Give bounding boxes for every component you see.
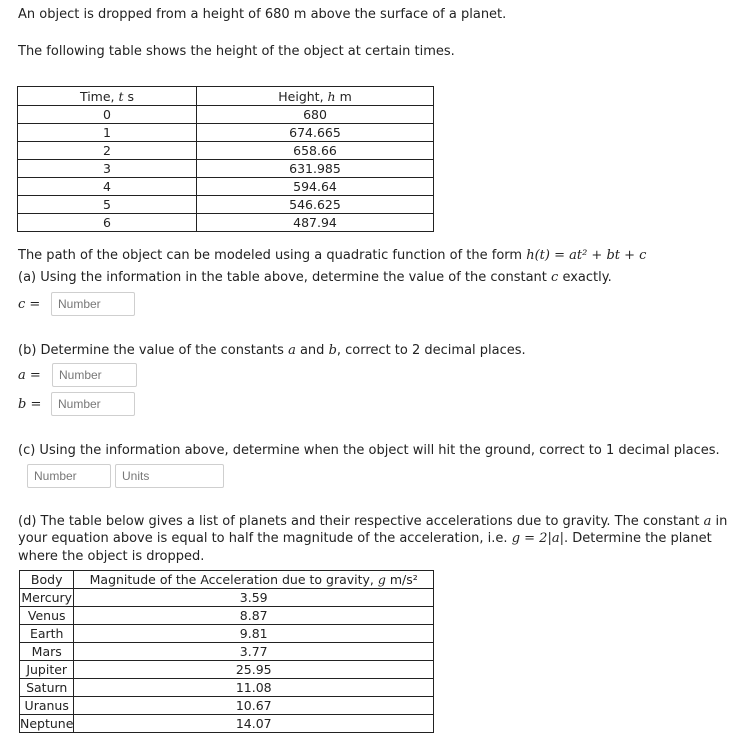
time-cell: 5 — [18, 196, 197, 214]
time-header-var: t — [118, 88, 124, 104]
acceleration-column-header — [74, 571, 434, 589]
part-c-prompt: (c) Using the information above, determine when the object will hit the ground, correct to 1 decimal places. — [18, 443, 720, 458]
model-formula: h(t) = at² + bt + c — [526, 248, 647, 263]
part-b-var-b: b — [328, 343, 337, 358]
table-row — [18, 196, 434, 214]
body-column-header: Body — [20, 571, 74, 589]
part-b-and: and — [295, 343, 329, 358]
body-cell: Neptune — [20, 716, 74, 731]
table-row — [18, 106, 434, 124]
body-cell: Mercury — [21, 590, 73, 605]
body-cell: Venus — [20, 607, 74, 625]
height-cell: 487.94 — [197, 214, 434, 232]
model-text: The path of the object can be modeled using a quadratic function of the form — [18, 248, 527, 263]
table-row — [20, 643, 434, 661]
c-label: c = — [18, 297, 41, 312]
height-table — [17, 86, 434, 232]
acceleration-cell: 9.81 — [74, 625, 434, 643]
part-d-line-2-start: your equation above is equal to half the magnitude of the acceleration, i.e. — [18, 531, 512, 546]
part-b-var-a: a — [288, 343, 296, 358]
height-header-text: Height, — [278, 88, 328, 104]
acceleration-cell: 11.08 — [74, 679, 434, 697]
part-d-line-1-start: (d) The table below gives a list of planets and their respective accelerations due to gravity. The constant — [18, 514, 704, 529]
part-d-formula: g = 2|a| — [511, 531, 564, 546]
body-cell: Mars — [20, 643, 74, 661]
part-d-var-a: a — [703, 514, 712, 529]
planet-table — [19, 570, 434, 733]
accel-header-text: Magnitude of the Acceleration due to gravity, — [89, 572, 378, 587]
acceleration-cell: 8.87 — [74, 607, 434, 625]
table-row — [18, 142, 434, 160]
part-d-line-1-end: in — [711, 514, 728, 529]
planet-table-header — [20, 571, 434, 589]
table-row — [18, 160, 434, 178]
table-row — [20, 697, 434, 715]
table-row — [18, 214, 434, 232]
part-d-line-3: where the object is dropped. — [18, 549, 205, 564]
height-table-header — [18, 87, 434, 106]
c-input[interactable] — [51, 292, 135, 316]
part-a-prompt-end: exactly. — [558, 270, 612, 285]
part-a-prompt-start: (a) Using the information in the table above, determine the value of the constant — [18, 270, 552, 285]
time-header-unit: s — [123, 88, 135, 104]
body-cell: Saturn — [20, 679, 74, 697]
time-cell: 0 — [18, 106, 197, 124]
time-column-header — [18, 87, 197, 106]
height-header-var: h — [327, 88, 336, 104]
table-row — [20, 661, 434, 679]
acceleration-cell: 10.67 — [74, 697, 434, 715]
table-row — [18, 178, 434, 196]
accel-header-var: g — [377, 572, 386, 587]
body-cell: Jupiter — [20, 661, 74, 679]
model-statement — [18, 248, 646, 263]
time-units-input[interactable] — [115, 464, 224, 488]
body-cell: Earth — [20, 625, 74, 643]
table-row — [20, 589, 434, 607]
part-b-prompt — [18, 343, 526, 358]
time-cell: 6 — [18, 214, 197, 232]
time-header-text: Time, — [79, 88, 119, 104]
height-header-unit: m — [335, 88, 352, 104]
acceleration-cell: 25.95 — [74, 661, 434, 679]
part-a-var-c: c — [551, 270, 559, 285]
height-cell: 674.665 — [197, 124, 434, 142]
height-cell: 546.625 — [197, 196, 434, 214]
time-cell: 4 — [18, 178, 197, 196]
height-cell: 658.66 — [197, 142, 434, 160]
part-d-line-2 — [18, 531, 712, 546]
part-d-line-1 — [18, 514, 727, 529]
time-cell: 3 — [18, 160, 197, 178]
height-cell: 631.985 — [197, 160, 434, 178]
part-b-prompt-end: , correct to 2 decimal places. — [336, 343, 526, 358]
a-label: a = — [18, 368, 41, 383]
accel-header-unit: m/s² — [385, 572, 418, 587]
acceleration-cell: 3.77 — [74, 643, 434, 661]
height-cell: 680 — [197, 106, 434, 124]
intro-line-1: An object is dropped from a height of 680 m above the surface of a planet. — [18, 7, 507, 22]
time-number-input[interactable] — [27, 464, 111, 488]
table-row — [20, 715, 434, 733]
height-cell: 594.64 — [197, 178, 434, 196]
acceleration-cell: 14.07 — [74, 715, 434, 733]
body-cell: Uranus — [20, 697, 74, 715]
table-row — [20, 607, 434, 625]
acceleration-cell: 3.59 — [74, 589, 434, 607]
a-input[interactable] — [52, 363, 137, 387]
b-input[interactable] — [51, 392, 135, 416]
b-label: b = — [18, 397, 42, 412]
part-a-prompt — [18, 270, 612, 285]
table-row — [20, 625, 434, 643]
height-column-header — [197, 87, 434, 106]
time-cell: 2 — [18, 142, 197, 160]
part-d-line-2-end: . Determine the planet — [563, 531, 712, 546]
intro-line-2: The following table shows the height of the object at certain times. — [18, 44, 455, 59]
time-cell: 1 — [18, 124, 197, 142]
part-b-prompt-start: (b) Determine the value of the constants — [18, 343, 289, 358]
table-row — [20, 679, 434, 697]
table-row — [18, 124, 434, 142]
